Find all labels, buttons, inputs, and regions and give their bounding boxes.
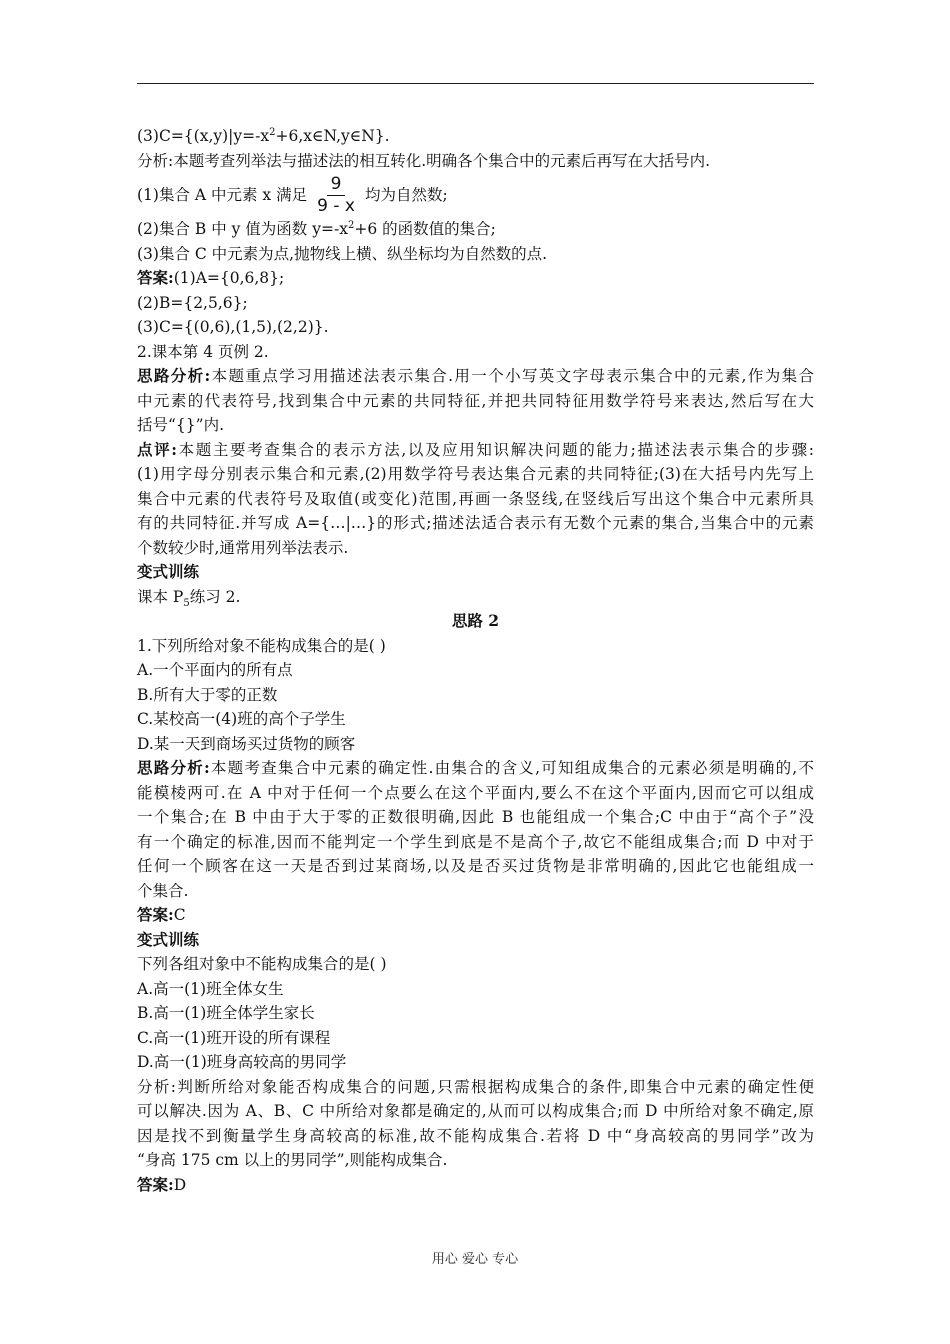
item-3-line: (3)集合 C 中元素为点,抛物线上横、纵坐标均为自然数的点. (137, 244, 548, 263)
thinking-analysis-label: 思路分析: (137, 366, 211, 385)
item-2-prefix: (2)集合 B 中 y 值为函数 y=-x (137, 220, 348, 238)
answer-q1-line (137, 903, 814, 928)
comment-line-4: 有的共同特征.并写成 A={…|…}的形式;描述法适合表示有无数个元素的集合,当集合中的元素 (137, 514, 814, 532)
variant-heading-1: 变式训练 (137, 562, 200, 581)
variant-1-suffix: 练习 2. (189, 587, 241, 606)
thinking-analysis-2-line-6: 个集合. (137, 881, 189, 900)
comment-line-3: 集合中元素的代表符号及取值(或变化)范围,再画一条竖线,在竖线后写出这个集合中元素所具 (137, 489, 814, 508)
answer-1-line (137, 266, 814, 291)
thinking-analysis-text: 本题重点学习用描述法表示集合.用一个小写英文字母表示集合中的元素,作为集合 (210, 367, 814, 385)
thinking-analysis-1-line-1 (137, 364, 814, 389)
variant-1-line (137, 585, 814, 610)
answer-q2-label: 答案: (137, 1174, 174, 1194)
answer-3-line: (3)C={(0,6),(1,5),(2,2)}. (137, 318, 329, 336)
fraction-denominator: 9 - x (317, 195, 355, 216)
document-body (137, 124, 814, 1197)
question-2: 下列各组对象中不能构成集合的是( ) (137, 955, 387, 973)
analysis-1: 分析:本题考查列举法与描述法的相互转化.明确各个集合中的元素后再写在大括号内. (137, 151, 711, 170)
variant-1-prefix: 课本 P (137, 587, 184, 606)
fraction-numerator: 9 (327, 175, 346, 196)
thinking-analysis-2-line-3: 一个集合;在 B 中由于大于零的正数很明确,因此 B 也能组成一个集合;C 中由于“高个子”没 (137, 808, 814, 826)
question-1-option-a: A.一个平面内的所有点 (137, 661, 293, 679)
question-1-option-c: C.某校高一(4)班的高个子学生 (137, 710, 346, 728)
item-2-line (137, 217, 814, 242)
set-c-sup: 2 (269, 126, 276, 138)
item-1-line (137, 175, 814, 215)
question-1: 1.下列所给对象不能构成集合的是( ) (137, 636, 386, 655)
set-c-line (137, 124, 814, 149)
comment-line-2: (1)用字母分别表示集合和元素,(2)用数学符号表达集合元素的共同特征;(3)在大括号内先写上 (137, 465, 814, 483)
section-title: 思路 2 (451, 611, 500, 630)
comment-label: 点评: (137, 439, 177, 459)
thinking-analysis-label-2: 思路分析: (137, 758, 210, 777)
question-1-option-b: B.所有大于零的正数 (137, 685, 278, 704)
question-1-option-d: D.某一天到商场买过货物的顾客 (137, 734, 356, 753)
thinking-analysis-2-line-5: 任何一个顾客在这一天是否到过某商场,以及是否买过货物是非常明确的,因此它也能组成一 (137, 857, 814, 875)
answer-1: (1)A={0,6,8}; (173, 269, 285, 287)
comment-line-1 (137, 438, 814, 463)
question-2-option-c: C.高一(1)班开设的所有课程 (137, 1028, 331, 1047)
question-2-option-b: B.高一(1)班全体学生家长 (137, 1004, 315, 1022)
example-line: 2.课本第 4 页例 2. (137, 342, 269, 361)
item-2-sup: 2 (347, 219, 355, 231)
thinking-analysis-1-line-3: 括号“{}”内. (137, 416, 224, 434)
set-c-text: (3)C={(x,y)|y=-x (137, 127, 270, 145)
answer-label: 答案: (137, 268, 174, 287)
item-2-suffix: +6 的函数值的集合; (354, 220, 496, 238)
set-c-tail: +6,x∈N,y∈N}. (275, 127, 390, 145)
variant-1-sub: 5 (183, 597, 190, 609)
item-1-suffix: 均为自然数; (364, 185, 448, 204)
comment-text: 本题主要考查集合的表示方法,以及应用知识解决问题的能力;描述法表示集合的步骤: (177, 440, 814, 459)
question-2-option-a: A.高一(1)班全体女生 (137, 979, 284, 998)
analysis-2-line-2: 可以解决.因为 A、B、C 中所给对象都是确定的,从而可以构成集合;而 D 中所给对象不确定,原 (137, 1102, 814, 1120)
answer-q1-value: C (173, 906, 186, 924)
answer-q2-value: D (173, 1175, 187, 1194)
answer-q2-line (137, 1173, 814, 1198)
answer-2-line: (2)B={2,5,6}; (137, 293, 248, 312)
header-rule (137, 83, 814, 84)
thinking-analysis-2-line-1 (137, 756, 814, 781)
thinking-analysis-1-line-2: 中元素的代表符号,找到集合中元素的共同特征,并把共同特征用数学符号来表达,然后写在大 (137, 391, 814, 410)
analysis-2-line-4: “身高 175 cm 以上的男同学”,则能构成集合. (137, 1151, 448, 1169)
page-footer: 用心 爱心 专心 (431, 1252, 519, 1267)
analysis-2-line-1: 分析:判断所给对象能否构成集合的问题,只需根据构成集合的条件,即集合中元素的确定性便 (137, 1077, 814, 1096)
answer-q1-label: 答案: (137, 905, 174, 924)
item-1-prefix: (1)集合 A 中元素 x 满足 (137, 185, 308, 204)
thinking-analysis-2-line-4: 有一个确定的标准,因而不能判定一个学生到底是不是高个子,故它不能组成集合;而 D 中对于 (137, 832, 814, 851)
thinking-analysis-2-text: 本题考查集合中元素的确定性.由集合的含义,可知组成集合的元素必须是明确的,不 (209, 759, 814, 777)
question-2-option-d: D.高一(1)班身高较高的男同学 (137, 1053, 347, 1071)
thinking-analysis-2-line-2: 能模棱两可.在 A 中对于任何一个点要么在这个平面内,要么不在这个平面内,因而它可以组成 (137, 783, 814, 802)
fraction (313, 175, 359, 216)
comment-line-5: 个数较少时,通常用列举法表示. (137, 538, 349, 557)
variant-heading-2: 变式训练 (137, 929, 200, 949)
analysis-2-line-3: 因是找不到衡量学生身高较高的标准,故不能构成集合.若将 D 中“身高较高的男同学”改为 (137, 1126, 814, 1145)
